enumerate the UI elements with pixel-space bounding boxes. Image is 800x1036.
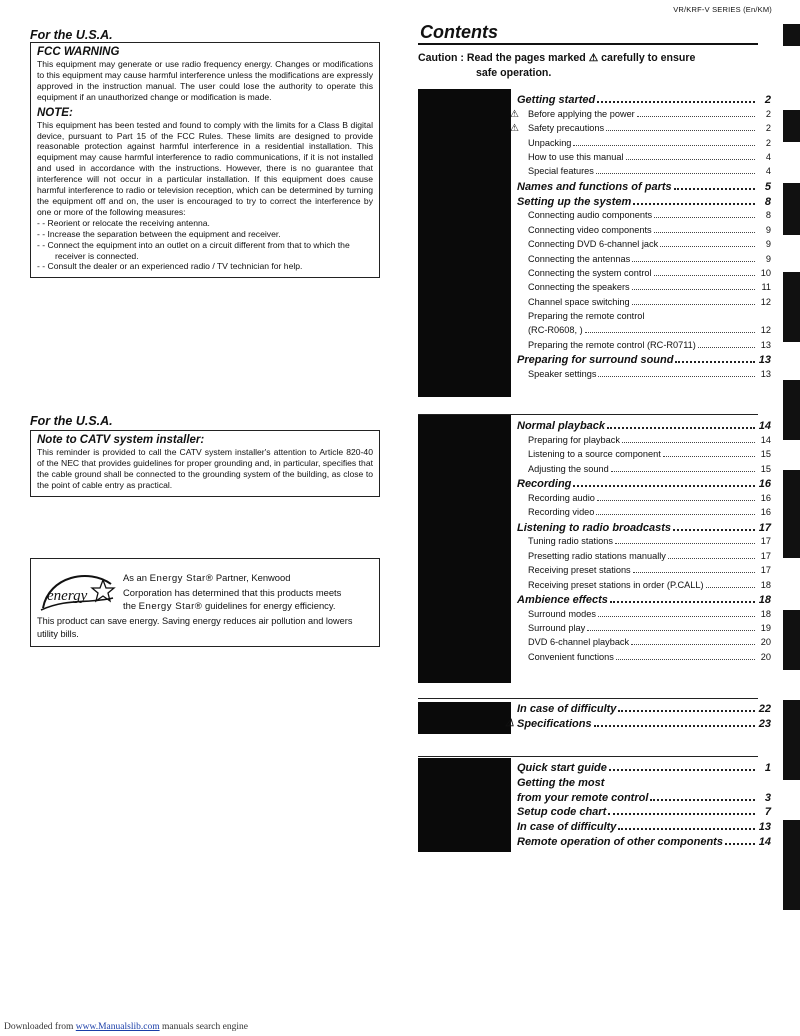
toc-page-number: 15	[760, 449, 771, 460]
dot-leader	[622, 442, 755, 443]
energy-star-box	[30, 558, 380, 647]
fcc-measure: - - Reorient or relocate the receiving antenna.	[37, 217, 210, 228]
toc-entry	[517, 166, 771, 180]
toc-page-number: 17	[758, 521, 771, 534]
toc-page-number: 14	[758, 835, 771, 848]
dot-leader	[615, 543, 755, 544]
toc-page-number: 18	[760, 608, 771, 619]
toc-entry-label: Connecting the antennas	[528, 253, 631, 264]
dot-leader	[608, 813, 755, 815]
dot-leader	[654, 232, 755, 233]
toc-page-number: 9	[765, 224, 771, 235]
toc-page-number: 9	[765, 253, 771, 264]
toc-page-number: 1	[764, 762, 771, 774]
toc-page-number: 9	[765, 239, 771, 250]
toc-page-number: 2	[765, 137, 771, 148]
toc-entry	[517, 268, 771, 282]
dot-leader	[674, 188, 755, 190]
dot-leader	[598, 376, 755, 377]
toc-entry-label: Getting started	[517, 94, 596, 106]
toc-page-number: 11	[761, 282, 771, 293]
toc-entry-label: Preparing for surround sound	[517, 354, 674, 367]
toc-entry-label: Safety precautions	[528, 123, 605, 134]
dot-leader	[668, 558, 755, 559]
toc-entry-label: Quick start guide	[517, 762, 607, 774]
toc-entry-label: from your remote control	[517, 791, 649, 804]
toc-entry-label: Channel space switching	[528, 296, 630, 307]
toc-section-operations	[517, 420, 771, 666]
toc-entry-label: Getting the most	[517, 776, 605, 789]
fcc-region-heading: For the U.S.A.	[30, 28, 113, 42]
toc-entry	[517, 652, 771, 666]
toc-page-number: 8	[764, 195, 771, 208]
toc-page-number: 13	[760, 339, 771, 350]
toc-entry	[517, 311, 771, 325]
toc-page-number: 19	[760, 623, 771, 634]
toc-page-number: 8	[765, 210, 771, 221]
energy-logo-wordmark: energy	[47, 588, 88, 604]
fcc-note-title: NOTE:	[37, 106, 73, 119]
dot-leader	[660, 246, 755, 247]
catv-region-heading: For the U.S.A.	[30, 414, 113, 428]
toc-entry	[517, 297, 771, 311]
toc-entry	[517, 493, 771, 507]
dot-leader	[606, 130, 755, 131]
fcc-warning-box	[30, 42, 380, 278]
toc-entry-label: Connecting video components	[528, 224, 652, 235]
toc-entry	[517, 138, 771, 152]
dot-leader	[650, 799, 755, 801]
toc-entry-label: Listening to a source component	[528, 449, 661, 460]
toc-entry-label: Setup code chart	[517, 806, 607, 819]
toc-entry	[517, 152, 771, 166]
toc-entry-label: Recording	[517, 477, 572, 490]
toc-entry-label: Preparing for playback	[528, 434, 620, 445]
toc-page-number: 2	[764, 94, 771, 106]
fcc-measure: - - Increase the separation between the equipment and receiver.	[37, 228, 281, 239]
caution-icon: ⚠	[510, 123, 519, 135]
toc-page-number: 4	[765, 151, 771, 162]
dot-leader	[609, 769, 755, 771]
toc-section-remote-control	[517, 762, 771, 851]
toc-page-number: 13	[760, 369, 771, 380]
edge-index-tab	[783, 183, 800, 235]
toc-page-number: 4	[765, 166, 771, 177]
toc-entry	[517, 435, 771, 449]
toc-entry-label: Setting up the system	[517, 195, 632, 208]
contents-title: Contents	[420, 22, 498, 42]
toc-heading-entry	[517, 420, 771, 435]
divider	[418, 414, 758, 415]
toc-entry-label: Normal playback	[517, 420, 606, 432]
edge-index-tab	[783, 700, 800, 780]
toc-heading-entry	[517, 94, 771, 109]
dot-leader	[573, 145, 755, 146]
caution-icon: ⚠	[510, 108, 519, 120]
dot-leader	[673, 529, 755, 531]
dot-leader	[632, 289, 755, 290]
toc-entry-label: Convenient functions	[528, 651, 614, 662]
toc-entry-label: Speaker settings	[528, 369, 597, 380]
toc-entry	[517, 623, 771, 637]
toc-entry	[517, 225, 771, 239]
manualslib-link[interactable]: www.Manualslib.com	[75, 1022, 160, 1032]
toc-heading-entry	[517, 478, 771, 493]
toc-heading-entry	[517, 806, 771, 821]
toc-entry-label: Receiving preset stations	[528, 565, 631, 576]
toc-page-number: 5	[764, 180, 771, 193]
toc-entry-label: Adjusting the sound	[528, 463, 609, 474]
dot-leader	[587, 630, 755, 631]
dot-leader	[698, 347, 755, 348]
toc-entry-label: Surround modes	[528, 608, 596, 619]
edge-index-tab	[783, 272, 800, 342]
toc-page-number: 20	[760, 651, 771, 662]
toc-page-number: 17	[760, 565, 771, 576]
toc-page-number: 14	[758, 420, 771, 432]
dot-leader	[596, 173, 755, 174]
toc-entry	[517, 565, 771, 579]
dot-leader	[725, 843, 755, 845]
fcc-warning-title: FCC WARNING	[37, 46, 120, 58]
fcc-measure: - - Consult the dealer or an experienced radio / TV technician for help.	[37, 261, 303, 272]
toc-heading-entry	[517, 181, 771, 196]
dot-leader	[610, 601, 755, 603]
toc-entry-label: Recording audio	[528, 492, 595, 503]
toc-entry-label: Connecting DVD 6-channel jack	[528, 239, 659, 250]
toc-entry-label: Presetting radio stations manually	[528, 550, 666, 561]
toc-page-number: 3	[764, 791, 771, 804]
toc-entry	[517, 282, 771, 296]
section-tab-block	[418, 415, 511, 683]
toc-page-number: 2	[765, 108, 771, 119]
dot-leader	[597, 101, 755, 103]
fcc-measure: - - Connect the equipment into an outlet on a circuit different from that to which the receiver is connected.	[37, 239, 350, 261]
toc-entry-label: Specifications	[517, 717, 592, 730]
toc-heading-entry	[517, 821, 771, 836]
dot-leader	[706, 587, 756, 588]
toc-entry-label: Ambience effects	[517, 593, 608, 606]
dot-leader	[631, 644, 755, 645]
fcc-note-text: This equipment has been tested and found to comply with the limits for a Class B digital device, pursuant to Part 15 of the FCC Rules. These limits are designed to provide reasonable protection against harmful interference in a residential installation. This equipment may cause harmful interference to radio communications, if it is not installed and used in accordance with the instructions. However, there is no guarantee that interference will not occur in a particular installation. If this equipment does cause harmful interference to radio or television reception, which can be determined by turning the equipment off and on, the user is encouraged to try to correct the interference by one or more of the following measures:	[37, 119, 373, 217]
toc-entry-label: Connecting the speakers	[528, 282, 630, 293]
toc-entry	[510, 108, 771, 123]
toc-entry-label: How to use this manual	[528, 151, 624, 162]
toc-entry	[517, 210, 771, 224]
toc-entry	[517, 325, 771, 339]
toc-entry-label: DVD 6-channel playback	[528, 637, 630, 648]
section-tab-block	[418, 702, 511, 734]
dot-leader	[597, 500, 755, 501]
dot-leader	[663, 456, 755, 457]
toc-entry-label: Unpacking	[528, 137, 572, 148]
toc-entry	[517, 340, 771, 354]
toc-entry	[517, 449, 771, 463]
toc-page-number: 18	[758, 593, 771, 606]
edge-index-tab	[783, 24, 800, 46]
toc-heading-entry	[505, 717, 771, 733]
toc-page-number: 16	[760, 507, 771, 518]
toc-page-number: 7	[764, 806, 771, 819]
section-tab-block	[418, 758, 511, 852]
toc-entry-label: Remote operation of other components	[517, 835, 723, 848]
series-label: VR/KRF-V SERIES (En/KM)	[673, 5, 772, 14]
toc-entry	[517, 369, 771, 383]
toc-page-number: 12	[760, 296, 771, 307]
dot-leader	[596, 514, 755, 515]
toc-page-number: 17	[760, 550, 771, 561]
dot-leader	[585, 332, 755, 333]
toc-entry-label: Tuning radio stations	[528, 536, 613, 547]
toc-page-number: 17	[760, 536, 771, 547]
toc-entry	[517, 637, 771, 651]
toc-section-getting-started	[510, 94, 771, 383]
toc-page-number: 10	[760, 267, 771, 278]
dot-leader	[626, 159, 756, 160]
divider	[418, 756, 758, 757]
toc-entry-label: Receiving preset stations in order (P.CALL)	[528, 579, 704, 590]
toc-entry	[510, 123, 771, 137]
toc-entry	[517, 507, 771, 521]
edge-index-tab	[783, 820, 800, 910]
dot-leader	[618, 710, 755, 712]
toc-entry-label: Special features	[528, 166, 594, 177]
toc-entry-label: Preparing the remote control (RC-R0711)	[528, 339, 696, 350]
toc-page-number: 22	[758, 703, 771, 715]
dot-leader	[573, 485, 755, 487]
toc-page-number: 13	[758, 821, 771, 834]
toc-heading-entry	[517, 703, 771, 718]
edge-index-tab	[783, 610, 800, 670]
dot-leader	[633, 572, 755, 573]
toc-heading-entry	[517, 762, 771, 777]
dot-leader	[654, 217, 755, 218]
toc-entry-label: Recording video	[528, 507, 595, 518]
toc-section-reference	[505, 703, 771, 733]
toc-page-number: 18	[760, 579, 771, 590]
toc-entry	[517, 536, 771, 550]
toc-entry	[517, 464, 771, 478]
divider	[418, 43, 758, 45]
toc-entry	[517, 239, 771, 253]
toc-page-number: 23	[758, 717, 771, 730]
catv-note-text: This reminder is provided to call the CATV system installer's attention to Article 820-40 of the NEC that provides guidelines for proper grounding and, in particular, specifies that the cable ground shall be connected to the grounding system of the building, as close to the point of cable entry as practical.	[37, 447, 373, 490]
edge-index-tab	[783, 380, 800, 440]
dot-leader	[675, 361, 755, 363]
download-footer: Downloaded from www.Manualslib.com manuals search engine	[4, 1022, 248, 1032]
toc-heading-entry	[517, 594, 771, 609]
toc-entry-label: Names and functions of parts	[517, 180, 672, 193]
section-tab-block	[418, 89, 511, 397]
toc-heading-entry	[517, 792, 771, 807]
energy-saving-note: This product can save energy. Saving energy reduces air pollution and lowers utility bills.	[37, 615, 353, 639]
toc-page-number: 15	[760, 463, 771, 474]
dot-leader	[654, 275, 755, 276]
toc-page-number: 13	[758, 354, 771, 367]
toc-entry	[517, 254, 771, 268]
energy-star-statement: As an Energy Star® Partner, Kenwood Corporation has determined that this products meets the Energy Star® guidelines for energy efficiency.	[123, 572, 342, 612]
dot-leader	[616, 659, 755, 660]
dot-leader	[594, 725, 755, 727]
toc-entry	[517, 580, 771, 594]
toc-entry-label: In case of difficulty	[517, 703, 617, 715]
toc-page-number: 2	[765, 123, 771, 134]
toc-heading-entry	[517, 836, 771, 851]
catv-note-title: Note to CATV system installer:	[37, 434, 205, 446]
dot-leader	[633, 203, 755, 205]
toc-page-number: 16	[760, 492, 771, 503]
dot-leader	[598, 616, 755, 617]
toc-entry-label: Connecting audio components	[528, 210, 653, 221]
toc-entry	[517, 551, 771, 565]
dot-leader	[611, 471, 755, 472]
fcc-warning-text: This equipment may generate or use radio frequency energy. Changes or modifications to this equipment may cause harmful interference unless the modifications are expressly approved in the instruction manual. The user could lose the authority to operate this equipment if an unauthorized change or modification is made.	[37, 59, 373, 102]
edge-index-tab	[783, 470, 800, 558]
toc-page-number: 16	[758, 477, 771, 490]
toc-page-number: 12	[760, 325, 771, 336]
toc-heading-entry	[517, 522, 771, 537]
toc-heading-entry	[517, 196, 771, 211]
toc-entry-label: In case of difficulty	[517, 821, 617, 834]
toc-page-number: 14	[760, 434, 771, 445]
toc-entry-label: Listening to radio broadcasts	[517, 521, 672, 534]
energy-star-logo-icon	[37, 568, 117, 612]
toc-entry	[517, 609, 771, 623]
dot-leader	[607, 427, 755, 429]
catv-note-box	[30, 430, 380, 497]
toc-page-number: 20	[760, 637, 771, 648]
dot-leader	[632, 261, 755, 262]
dot-leader	[632, 304, 755, 305]
toc-entry-label: Connecting the system control	[528, 267, 652, 278]
edge-index-tab	[783, 110, 800, 142]
toc-entry-label: Before applying the power	[528, 108, 635, 119]
toc-entry-label: Preparing the remote control	[528, 311, 645, 322]
divider	[418, 698, 758, 699]
dot-leader	[618, 828, 755, 830]
toc-entry-label: (RC-R0608, )	[528, 325, 583, 336]
caution-note: Caution : Read the pages marked ⚠ carefully to ensure safe operation.	[418, 52, 696, 79]
dot-leader	[637, 116, 755, 117]
toc-heading-entry	[517, 354, 771, 369]
toc-entry-label: Surround play	[528, 623, 586, 634]
toc-heading-entry	[517, 777, 771, 792]
caution-icon: ⚠	[505, 717, 514, 729]
